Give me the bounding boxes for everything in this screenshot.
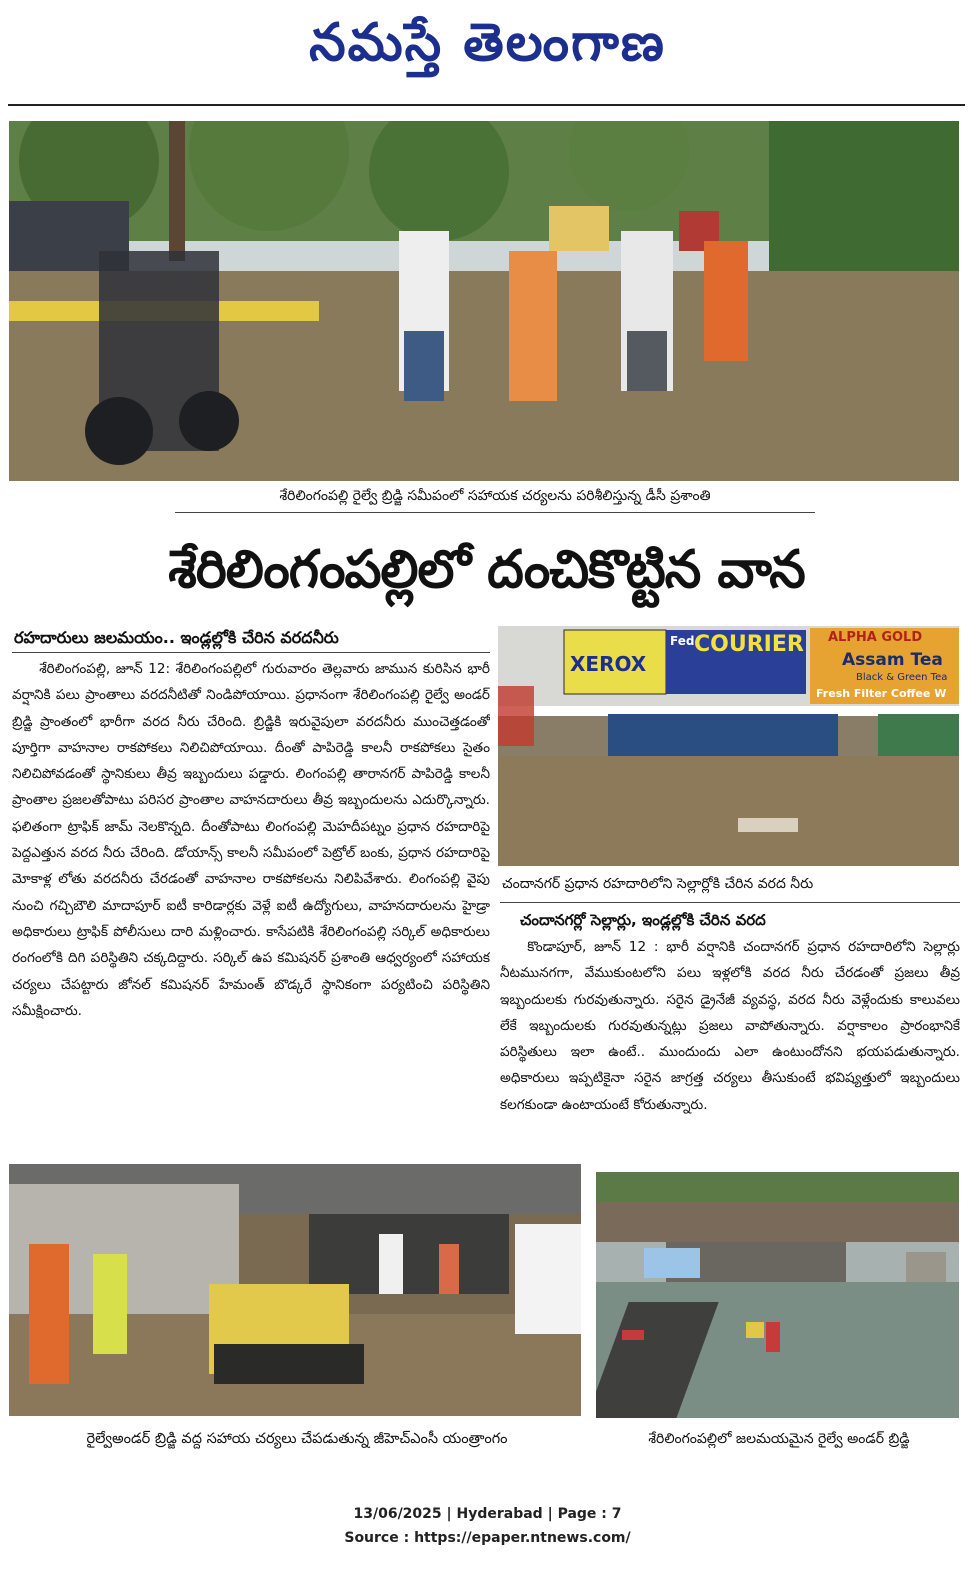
bottom-left-photo — [9, 1164, 581, 1416]
bottom-left-caption: రైల్వేఅండర్ బ్రిడ్జి వద్ద సహాయ చర్యలు చేపడుతున్న జీహెచ్ఎంసీ యంత్రాంగం — [86, 1431, 508, 1447]
sign-assam-tea: Assam Tea — [842, 650, 943, 670]
shop-caption-rule — [500, 902, 960, 903]
headline: శేరిలింగంపల్లిలో దంచికొట్టిన వాన — [168, 540, 805, 600]
subheadline-rule — [12, 652, 490, 653]
sign-courier: COURIER — [694, 632, 804, 657]
caption-rule — [175, 512, 815, 513]
footer-source-line[interactable]: Source : https://epaper.ntnews.com/ — [344, 1530, 631, 1546]
sign-alpha-gold: ALPHA GOLD — [828, 630, 923, 645]
sign-xerox: XEROX — [570, 652, 647, 676]
sign-coffee: Fresh Filter Coffee W — [816, 687, 947, 700]
top-photo — [9, 121, 959, 481]
shop-photo-caption: చందానగర్ ప్రధాన రహదారిలోని సెల్లార్లోకి చేరిన వరద నీరు — [502, 876, 814, 892]
shop-photo — [498, 626, 959, 866]
bottom-right-photo — [596, 1172, 959, 1418]
article-body: శేరిలింగంపల్లి, జూన్ 12: శేరిలింగంపల్లిలో గురువారం తెల్లవారు జామున కురిసిన భారీ వర్షానికి పలు ప్రాంతాలు వరదనీటితో నిండిపోయాయి. ప్రధానంగా శేరిలింగంపల్లి రైల్వే అండర్ బ్రిడ్జి ప్రాంతంలో భారీగా వరద నీరు చేరింది. బ్రిడ్జికి ఇరువైపులా వరదనీరు ముంచెత్తడంతో పూర్తిగా వాహనాల రాకపోకలు నిలిచిపోయాయి. దీంతో పాపిరెడ్డి కాలనీ రాకపోకలు సైతం నిలిచిపోవడంతో స్థానికులు తీవ్ర ఇబ్బందులు పడ్డారు. లింగంపల్లి తారానగర్ పాపిరెడ్డి కాలనీ ప్రాంతాల ప్రజలతోపాటు పరిసర ప్రాంతాల వాహనదారులు తీవ్ర ఇబ్బందులను ఎదుర్కొన్నారు. ఫలితంగా ట్రాఫిక్ జామ్ నెలకొన్నది. దీంతోపాటు లింగంపల్లి మెహదీపట్నం ప్రధాన రహదారిపై పెద్దఎత్తున వరద నీరు చేరింది. డోయాన్స్ కాలనీ సమీపంలో పెట్రోల్ బంకు, ప్రధాన రహదారిపై మోకాళ్ల లోతు వరదనీరు చేరడంతో వాహనాల రాకపోకలను నిలిపివేశారు. లింగంపల్లి వైపు నుంచి గచ్చిబౌలి మాదాపూర్ ఐటీ కారిడార్లకు వెళ్లే ఐటీ ఉద్యోగులు, వాహనదారులను హైడ్రా అధికారులు ట్రాఫిక్ పోలీసులు దారి మళ్లించారు. కాసేపటికి శేరిలింగంపల్లి సర్కిల్ అధికారులు రంగంలోకి దిగి పరిస్థితిని చక్కదిద్దారు. సర్కిల్ ఉప కమిషనర్ ప్రశాంతి ఆధ్వర్యంలో సహాయక చర్యలు చేపట్టారు జోనల్ కమిషనర్ హేమంత్ బొడ్కరే స్థానికంగా పర్యటించి పరిస్థితిని సమీక్షించారు. — [12, 661, 490, 1019]
sign-fed: Fed — [670, 634, 695, 648]
side-headline: చందానగర్లో సెల్లార్లు, ఇండ్లల్లోకి చేరిన వరద — [520, 911, 766, 929]
subheadline: రహదారులు జలమయం.. ఇండ్లల్లోకి చేరిన వరదనీరు — [14, 628, 339, 647]
side-article-body: కొండాపూర్, జూన్ 12 : భారీ వర్షానికి చందానగర్ ప్రధాన రహదారిలోని సెల్లార్లు నీటమునగగా, వేముకుంటలోని పలు ఇళ్లలోకి వరద నీరు చేరడంతో ప్రజలు తీవ్ర ఇబ్బందులకు గురవుతున్నారు. సరైన డ్రైనేజీ వ్యవస్థ, వరద నీరు వెళ్లేందుకు కాలువలు లేకే ఇబ్బందులకు గురవుతున్నట్లు ప్రజలు వాపోతున్నారు. వర్షాకాలం ప్రారంభానికే పరిస్థితులు ఇలా ఉంటే.. ముందుందు ఎలా ఉంటుందోనని భయపడుతున్నారు. అధికారులు ఇప్పటికైనా సరైన జాగ్రత్త చర్యలు తీసుకుంటే భవిష్యత్తులో ఇబ్బందులు కలగకుండా ఉంటాయంటే కోరుతున్నారు. — [500, 939, 960, 1113]
top-photo-caption: శేరిలింగంపల్లి రైల్వే బ్రిడ్జి సమీపంలో సహాయక చర్యలను పరిశీలిస్తున్న డీసీ ప్రశాంతి — [279, 488, 711, 504]
masthead-title: నమస్తే తెలంగాణ — [309, 12, 666, 73]
sign-black-green-tea: Black & Green Tea — [856, 672, 948, 683]
masthead-rule — [8, 104, 965, 106]
bottom-right-caption: శేరిలింగంపల్లిలో జలమయమైన రైల్వే అండర్ బ్రిడ్జి — [648, 1431, 910, 1447]
footer-date-line: 13/06/2025 | Hyderabad | Page : 7 — [353, 1506, 622, 1522]
